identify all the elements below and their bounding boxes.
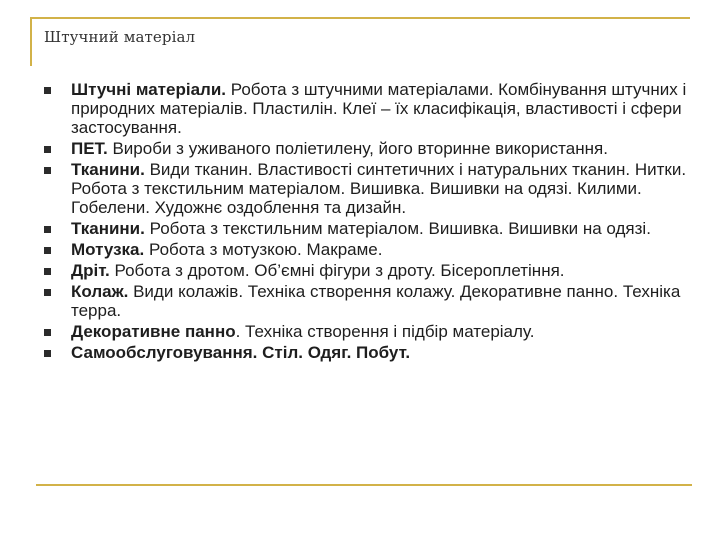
item-heading: ПЕТ.: [71, 139, 108, 158]
square-bullet-icon: [44, 289, 51, 296]
item-heading: Дріт.: [71, 261, 110, 280]
list-item: [44, 322, 690, 341]
item-text: . Техніка створення і підбір матеріалу.: [235, 322, 535, 341]
list-item: [44, 282, 690, 320]
item-text: Вироби з уживаного поліетилену, його вторинне використання.: [107, 139, 608, 158]
item-heading: Самообслуговування. Стіл. Одяг. Побут.: [71, 343, 411, 362]
square-bullet-icon: [44, 226, 51, 233]
list-item: [44, 160, 690, 217]
item-heading: Колаж.: [71, 282, 129, 301]
square-bullet-icon: [44, 350, 51, 357]
square-bullet-icon: [44, 268, 51, 275]
item-text: Робота з штучними матеріалами. Комбінування штучних і природних матеріалів. Пластилін. Клеї – їх класифікація, властивості і сфери застосування.: [71, 80, 687, 137]
item-heading: Тканини.: [71, 160, 145, 179]
list-item: [44, 80, 690, 137]
bottom-accent-line: [36, 484, 692, 486]
item-text: Робота з текстильним матеріалом. Вишивка. Вишивки на одязі.: [144, 219, 651, 238]
square-bullet-icon: [44, 329, 51, 336]
top-accent-line: [30, 17, 690, 19]
slide-title: Штучний матеріал: [44, 28, 196, 46]
square-bullet-icon: [44, 167, 51, 174]
left-accent-line: [30, 18, 32, 66]
item-heading: Декоративне панно: [71, 322, 236, 341]
item-text: Види колажів. Техніка створення колажу. Декоративне панно. Техніка терра.: [71, 282, 681, 320]
list-item: [44, 343, 690, 362]
list-item: [44, 139, 690, 158]
bullet-list: [44, 80, 690, 364]
list-item: [44, 219, 690, 238]
item-heading: Тканини.: [71, 219, 145, 238]
item-heading: Штучні матеріали.: [71, 80, 226, 99]
item-text: Види тканин. Властивості синтетичних і натуральних тканин. Нитки. Робота з текстильним матеріалом. Вишивка. Вишивки на одязі. Килими. Гобелени. Художнє оздоблення та дизайн.: [71, 160, 687, 217]
square-bullet-icon: [44, 87, 51, 94]
item-text: Робота з дротом. Об’ємні фігури з дроту. Бісероплетіння.: [109, 261, 565, 280]
list-item: [44, 240, 690, 259]
item-heading: Мотузка.: [71, 240, 145, 259]
square-bullet-icon: [44, 247, 51, 254]
square-bullet-icon: [44, 146, 51, 153]
list-item: [44, 261, 690, 280]
item-text: Робота з мотузкою. Макраме.: [144, 240, 383, 259]
